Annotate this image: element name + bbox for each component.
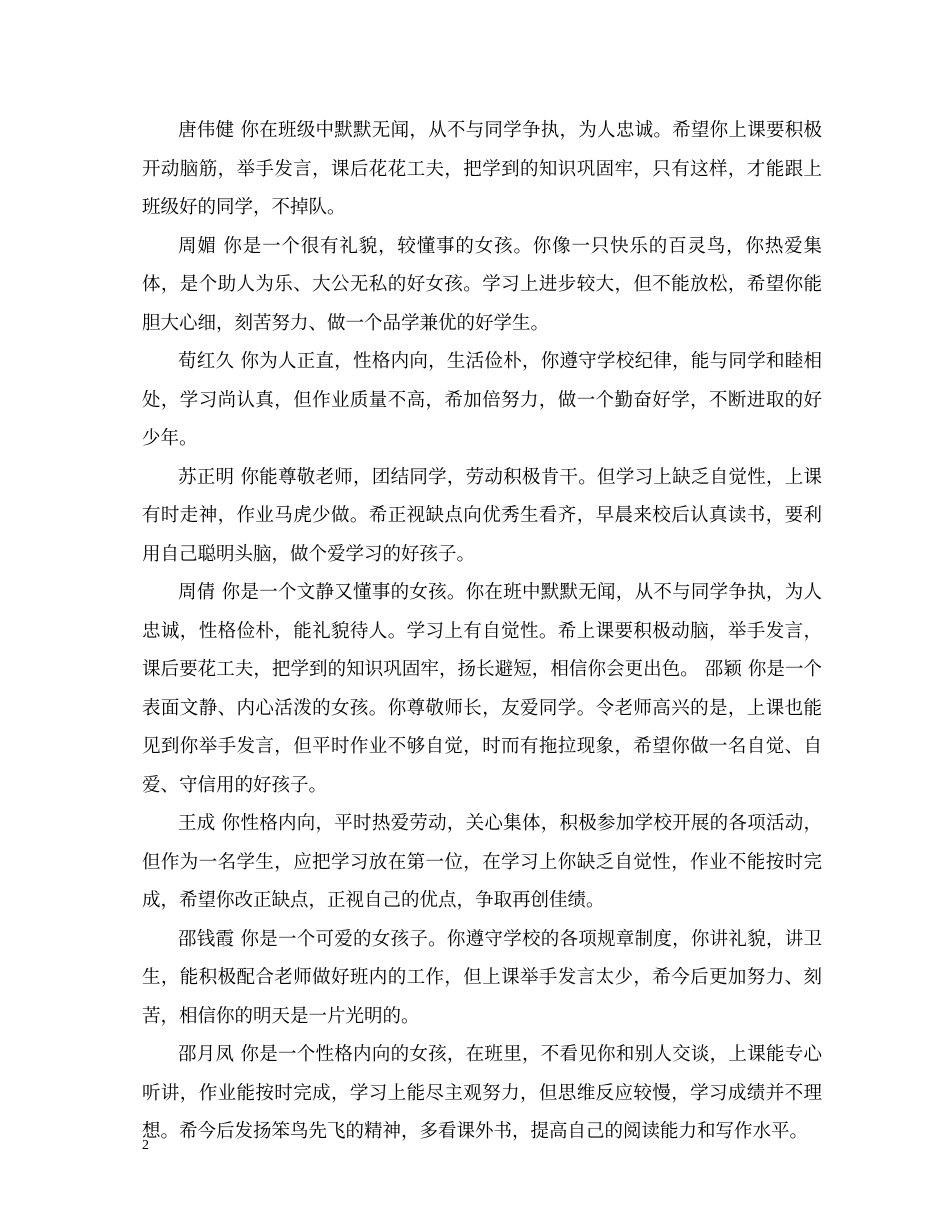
comment-paragraph-xun-hongjiu: 荀红久 你为人正直，性格内向，生活俭朴，你遵守学校纪律，能与同学和睦相处，学习尚认真，但作业质量不高，希加倍努力，做一个勤奋好学，不断进取的好少年。 xyxy=(142,351,822,449)
comment-paragraph-tang-weijian: 唐伟健 你在班级中默默无闻，从不与同学争执，为人忠诚。希望你上课要积极开动脑筋，举手发言，课后花花工夫，把学到的知识巩固牢，只有这样，才能跟上班级好的同学，不掉队。 xyxy=(142,120,822,218)
comment-paragraph-shao-yuefeng: 邵月凤 你是一个性格内向的女孩，在班里，不看见你和别人交谈，上课能专心听讲，作业能按时完成，学习上能尽主观努力，但思维反应较慢，学习成绩并不理想。希今后发扬笨鸟先飞的精神，多看课外书，提高自己的阅读能力和写作水平。 xyxy=(142,1044,822,1142)
page-number: 2 xyxy=(142,1138,149,1153)
comment-paragraph-zhou-qian-shao-ying: 周倩 你是一个文静又懂事的女孩。你在班中默默无闻，从不与同学争执，为人忠诚，性格俭朴，能礼貌待人。学习上有自觉性。希上课要积极动脑，举手发言，课后要花工夫，把学到的知识巩固牢，扬长避短，相信你会更出色。 邵颖 你是一个表面文静、内心活泼的女孩。你尊敬师长，友爱同学。令老师高兴的是，上课也能见到你举手发言，但平时作业不够自觉，时而有拖拉现象，希望你做一名自觉、自爱、守信用的好孩子。 xyxy=(142,582,822,796)
comment-paragraph-wang-cheng: 王成 你性格内向，平时热爱劳动，关心集体，积极参加学校开展的各项活动，但作为一名学生，应把学习放在第一位，在学习上你缺乏自觉性，作业不能按时完成，希望你改正缺点，正视自己的优点，争取再创佳绩。 xyxy=(142,813,822,911)
document-body xyxy=(142,112,822,1152)
comment-paragraph-zhou-mei: 周媚 你是一个很有礼貌，较懂事的女孩。你像一只快乐的百灵鸟，你热爱集体，是个助人为乐、大公无私的好女孩。学习上进步较大，但不能放松，希望你能胆大心细，刻苦努力、做一个品学兼优的好学生。 xyxy=(142,235,822,334)
comment-paragraph-shao-qianxia: 邵钱霞 你是一个可爱的女孩子。你遵守学校的各项规章制度，你讲礼貌，讲卫生，能积极配合老师做好班内的工作，但上课举手发言太少，希今后更加努力、刻苦，相信你的明天是一片光明的。 xyxy=(142,928,822,1027)
comment-paragraph-su-zhengming: 苏正明 你能尊敬老师，团结同学，劳动积极肯干。但学习上缺乏自觉性，上课有时走神，作业马虎少做。希正视缺点向优秀生看齐，早晨来校后认真读书，要利用自己聪明头脑，做个爱学习的好孩子。 xyxy=(142,466,822,565)
